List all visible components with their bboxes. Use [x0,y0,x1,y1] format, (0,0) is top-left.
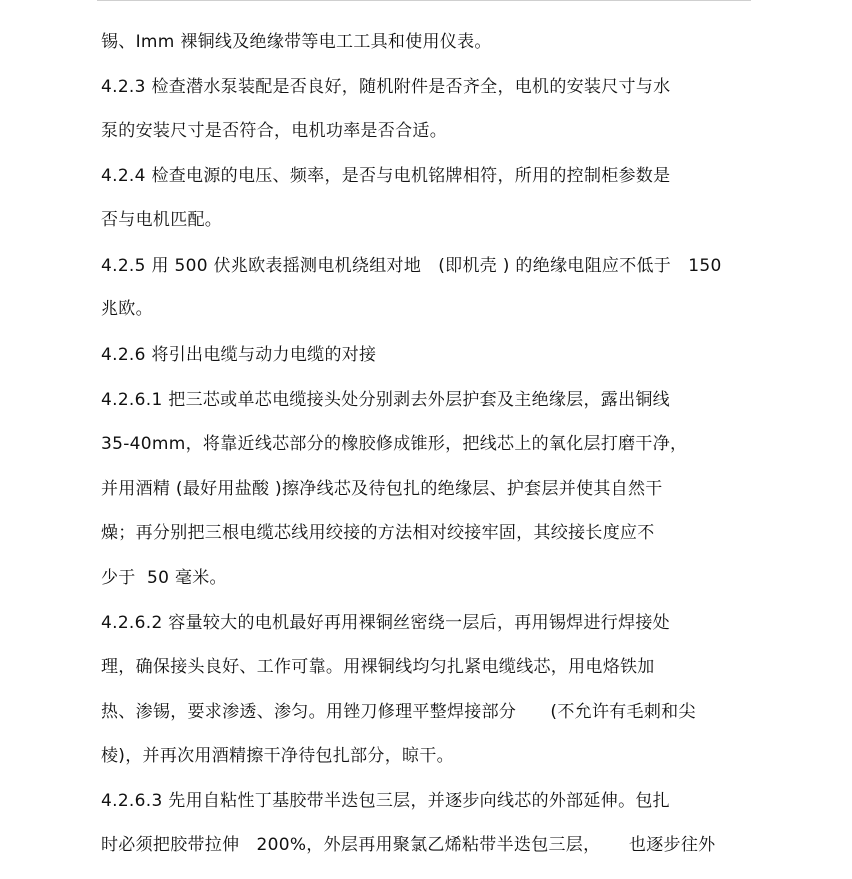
text-line: 35-40mm，将靠近线芯部分的橡胶修成锥形，把线芯上的氧化层打磨干净， [101,434,688,454]
text-line: 并用酒精 (最好用盐酸 )擦净线芯及待包扎的绝缘层、护套层并使其自然干 [101,479,663,499]
section-4-2-6-2-heading-line: 4.2.6.2 容量较大的电机最好再用裸铜丝密绕一层后，再用锡焊进行焊接处 [101,613,670,633]
section-4-2-6-heading-line: 4.2.6 将引出电缆与动力电缆的对接 [101,345,377,365]
text-line: 棱)，并再次用酒精擦干净待包扎部分，晾干。 [101,746,454,766]
text-line: 少于 50 毫米。 [101,568,227,588]
text-line: 否与电机匹配。 [101,210,223,230]
text-line: 理，确保接头良好、工作可靠。用裸铜线均匀扎紧电缆线芯，用电烙铁加 [101,657,655,677]
text-line: 热、渗锡，要求渗透、渗匀。用锉刀修理平整焊接部分 (不允许有毛刺和尖 [101,702,696,722]
text-line: 燥；再分别把三根电缆芯线用绞接的方法相对绞接牢固，其绞接长度应不 [101,523,655,543]
section-4-2-6-3-heading-line: 4.2.6.3 先用自粘性丁基胶带半迭包三层，并逐步向线芯的外部延伸。包扎 [101,791,670,811]
section-4-2-4-heading-line: 4.2.4 检查电源的电压、频率，是否与电机铭牌相符，所用的控制柜参数是 [101,166,671,186]
section-4-2-3-heading-line: 4.2.3 检查潜水泵装配是否良好，随机附件是否齐全，电机的安装尺寸与水 [101,77,671,97]
section-4-2-6-1-heading-line: 4.2.6.1 把三芯或单芯电缆接头处分别剥去外层护套及主绝缘层，露出铜线 [101,390,670,410]
top-divider-line [97,0,751,1]
text-line: 时必须把胶带拉伸 200%，外层再用聚氯乙烯粘带半迭包三层， 也逐步往外 [101,835,716,855]
text-line: 兆欧。 [101,299,153,319]
text-line: 泵的安装尺寸是否符合，电机功率是否合适。 [101,121,447,141]
text-line: 锡、Imm 裸铜线及绝缘带等电工工具和使用仪表。 [101,32,492,52]
section-4-2-5-heading-line: 4.2.5 用 500 伏兆欧表摇测电机绕组对地 (即机壳 ) 的绝缘电阻应不低于 150 [101,256,722,276]
